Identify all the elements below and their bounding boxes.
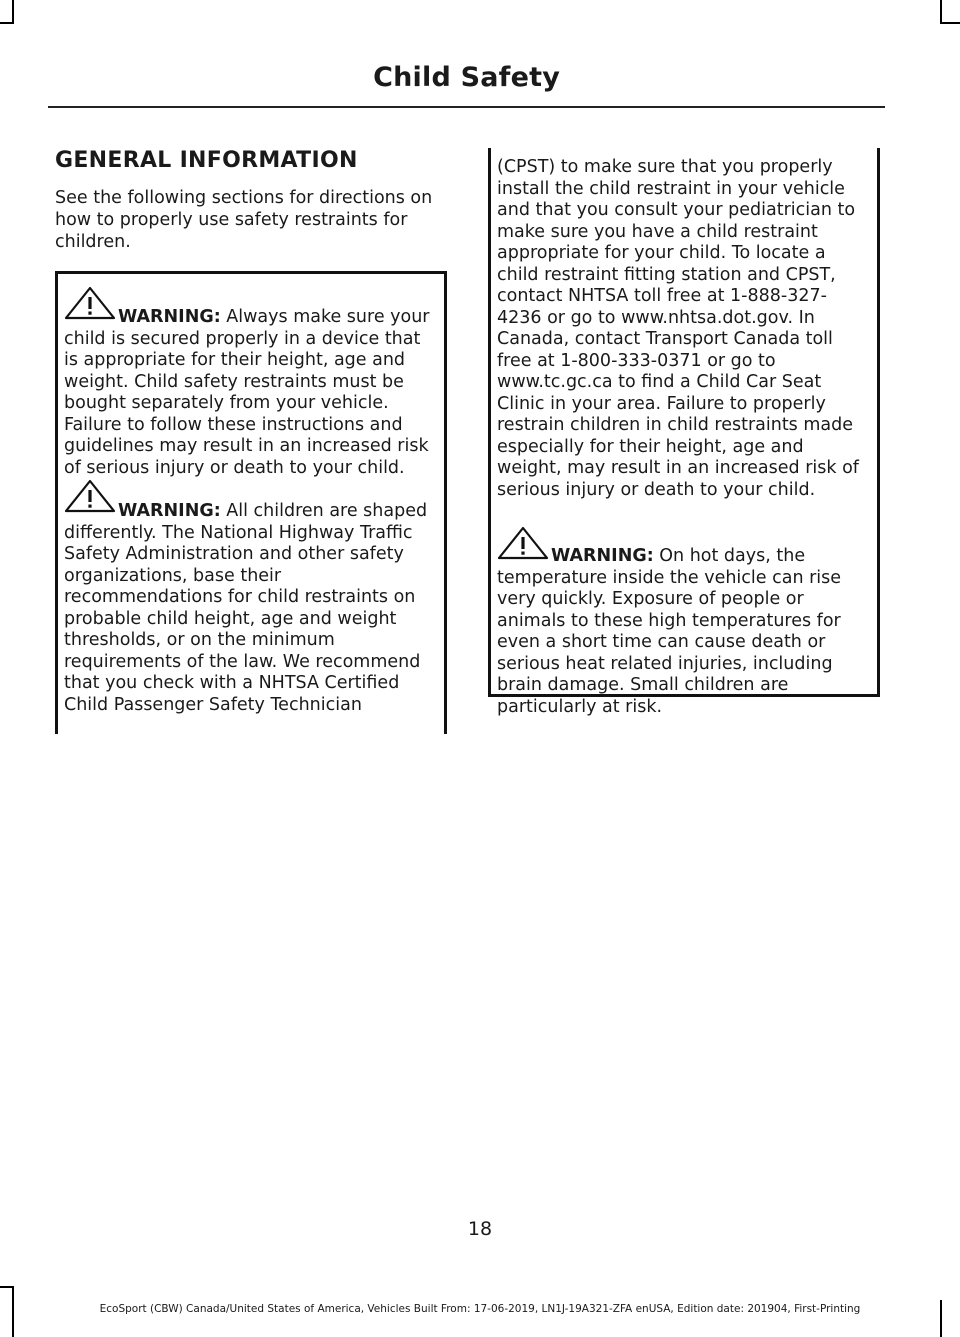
section-heading: GENERAL INFORMATION bbox=[55, 148, 358, 173]
warning-text: Always make sure your child is secured properly in a device that is appropriate for their height, age and weight. Child safety restraints must be bought separately from your vehicle. Failure to follow these instructions and guidelines may result in an increased risk of serious injury or death to your child. bbox=[64, 307, 430, 478]
warning-1 bbox=[64, 307, 438, 479]
warning-text: All children are shaped differently. The National Highway Traffic Safety Administration and other safety organizations, base their recommendations for child restraints on probable child height, age and weight thresholds, or on the minimum requirements of the law. We recommend that you check with a NHTSA Certified Child Passenger Safety Technician bbox=[64, 501, 428, 715]
warning-2-continuation: (CPST) to make sure that you properly install the child restraint in your vehicle and that you consult your pediatrician to make sure you have a child restraint appropriate for your child. To locate a child restraint fitting station and CPST, contact NHTSA toll free at 1-888-327-4236 or go to www.nhtsa.dot.gov. In Canada, contact Transport Canada toll free at 1-800-333-0371 or go to www.tc.gc.ca to find a Child Car Seat Clinic in your area. Failure to properly restrain children in child restraints made especially for their height, age and weight, may result in an increased risk of serious injury or death to your child. bbox=[497, 157, 859, 500]
warning-label: WARNING: bbox=[551, 546, 654, 566]
intro-paragraph: See the following sections for directions on how to properly use safety restraints for children. bbox=[55, 188, 433, 252]
warning-label: WARNING: bbox=[118, 307, 221, 327]
page-number: 18 bbox=[467, 1218, 493, 1240]
crop-mark bbox=[940, 22, 960, 24]
warning-3 bbox=[497, 546, 871, 718]
footer-text: EcoSport (CBW) Canada/United States of America, Vehicles Built From: 17-06-2019, LN1J-19A321-ZFA enUSA, Edition date: 201904, First-Printing bbox=[99, 1303, 861, 1315]
crop-mark bbox=[940, 0, 942, 22]
crop-mark bbox=[0, 22, 14, 24]
warning-text: On hot days, the temperature inside the vehicle can rise very quickly. Exposure of people or animals to these high temperatures for even a short time can cause death or serious heat related injuries, including brain damage. Small children are particularly at risk. bbox=[497, 546, 842, 717]
warning-2 bbox=[64, 501, 438, 716]
crop-mark bbox=[12, 0, 14, 22]
warning-label: WARNING: bbox=[118, 501, 221, 521]
header-divider bbox=[48, 106, 885, 108]
warning-box-right bbox=[488, 148, 880, 717]
left-column bbox=[55, 148, 445, 253]
warning-box-left bbox=[55, 271, 447, 734]
crop-mark bbox=[0, 1286, 14, 1288]
page-title: Child Safety bbox=[373, 62, 560, 93]
